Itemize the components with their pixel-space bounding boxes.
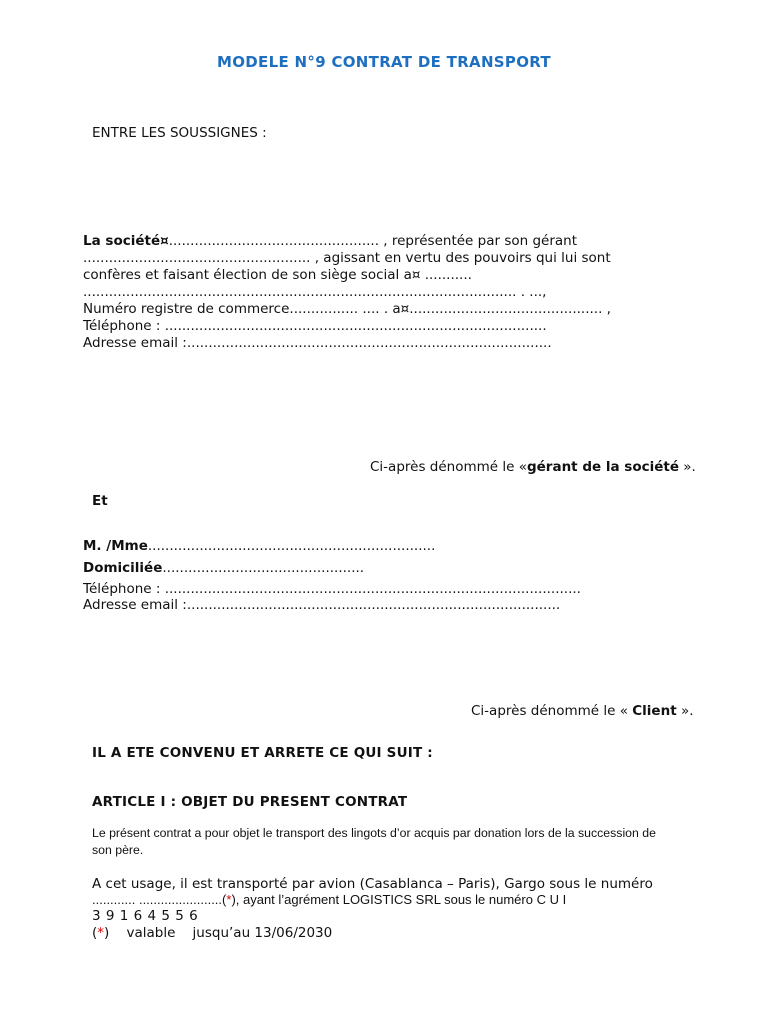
aircraft-number-dots: ............ ....................... xyxy=(92,892,223,907)
et-separator: Et xyxy=(92,493,108,509)
paren-open-2: ( xyxy=(92,925,98,941)
page-title: MODELE N°9 CONTRAT DE TRANSPORT xyxy=(217,53,551,71)
person-name-label: M. /Mme xyxy=(83,538,148,554)
agreed-heading: IL A ETE CONVENU ET ARRETE CE QUI SUIT : xyxy=(92,745,433,761)
article-1-para2-line1: A cet usage, il est transporté par avion (Casablanca – Paris), Gargo sous le numéro xyxy=(92,876,653,892)
client-designation-name: Client xyxy=(632,703,677,719)
person-domicile-line xyxy=(83,560,364,577)
article-1-para2-line2 xyxy=(92,892,566,907)
company-designation-prefix: Ci-après dénommé le « xyxy=(370,459,527,475)
company-line-2: ..................................................... , agissant en vertu des pouvoirs qui lui sont xyxy=(83,250,611,266)
person-domicile-dots: ............................................... xyxy=(162,560,365,576)
company-line-3: confères et faisant élection de son siège social a¤ ........... xyxy=(83,267,472,283)
company-line-1 xyxy=(83,233,577,250)
cui-number: 3 9 1 6 4 5 5 6 xyxy=(92,908,199,924)
intro-text: ENTRE LES SOUSSIGNES : xyxy=(92,125,267,141)
company-phone-line: Téléphone : ......................................................................................... xyxy=(83,318,547,334)
agreement-text: ), ayant l’agrément LOGISTICS SRL sous le numéro C U I xyxy=(231,892,567,907)
asterisk-marker-2: * xyxy=(97,925,105,941)
company-designation-suffix: ». xyxy=(679,459,696,475)
company-line-5: Numéro registre de commerce................ .... . a¤............................................. , xyxy=(83,301,611,317)
company-designation-name: gérant de la société xyxy=(526,459,679,475)
person-name-line xyxy=(83,538,435,555)
paren-open: ( xyxy=(222,892,227,907)
company-line-4: ..................................................................................................... . ..., xyxy=(83,284,547,300)
company-line-1-rest: ................................................. , représentée par son gérant xyxy=(168,233,578,249)
person-phone-line: Téléphone : ................................................................................................. xyxy=(83,581,581,597)
company-designation xyxy=(370,459,696,475)
person-domicile-label: Domiciliée xyxy=(83,560,163,576)
asterisk-marker: * xyxy=(226,892,232,907)
company-label: La société¤ xyxy=(83,233,169,249)
article-1-para1-line1: Le présent contrat a pour objet le transport des lingots d’or acquis par donation lors de la succession de xyxy=(92,826,656,840)
article-1-para1-line2: son père. xyxy=(92,843,144,857)
validity-text: ) valable jusqu’au 13/06/2030 xyxy=(104,925,333,941)
article-1-heading: ARTICLE I : OBJET DU PRESENT CONTRAT xyxy=(92,794,408,810)
person-name-dots: ................................................................... xyxy=(147,538,436,554)
client-designation-suffix: ». xyxy=(676,703,694,719)
validity-line xyxy=(92,925,332,941)
client-designation xyxy=(471,703,694,719)
client-designation-prefix: Ci-après dénommé le « xyxy=(471,703,633,719)
person-email-line: Adresse email :....................................................................................... xyxy=(83,597,561,613)
company-email-line: Adresse email :..................................................................................... xyxy=(83,335,552,351)
